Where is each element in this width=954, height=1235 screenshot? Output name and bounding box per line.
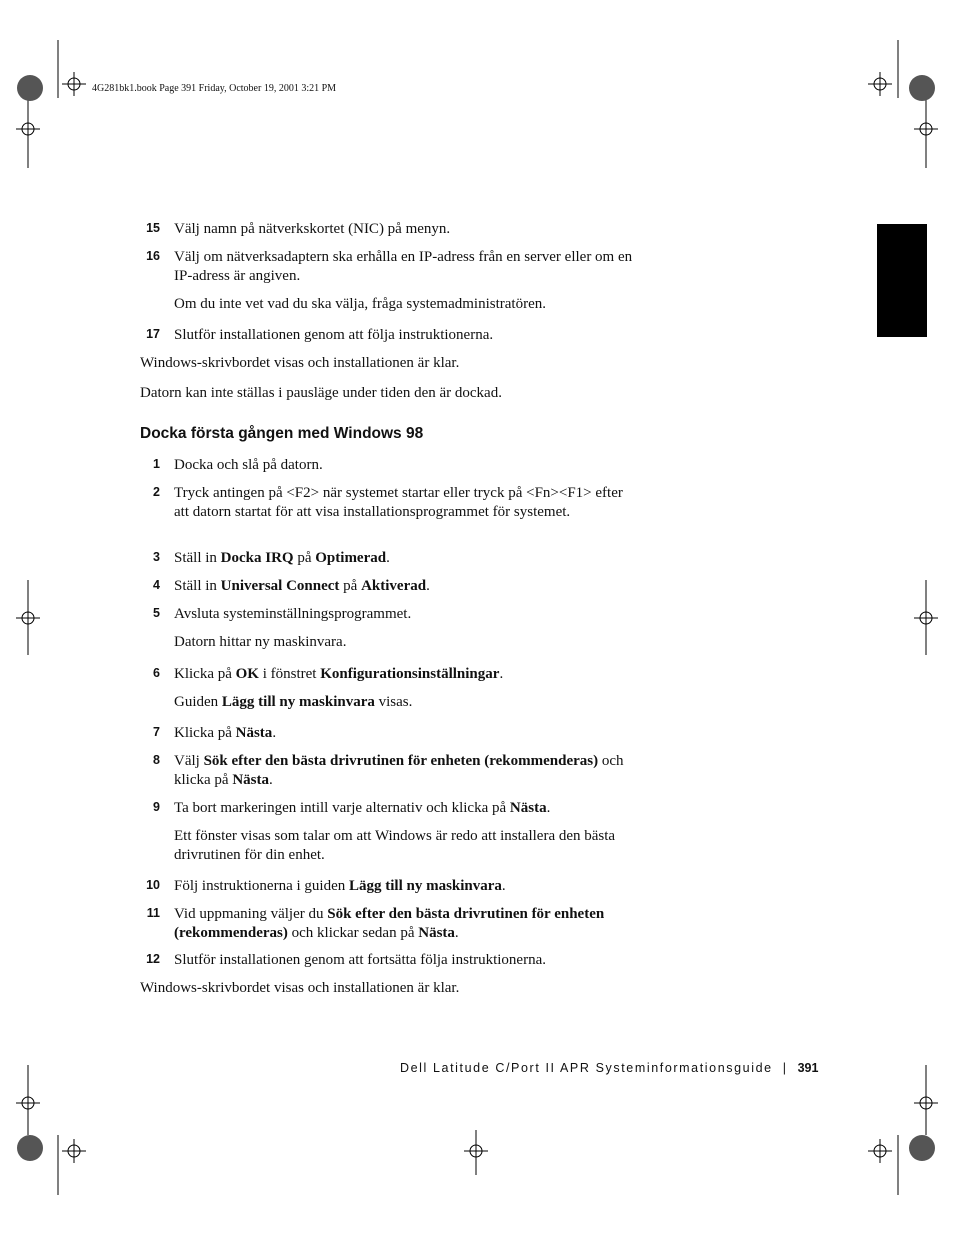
step-number: 11 — [146, 906, 160, 920]
step-number: 4 — [153, 578, 160, 592]
registration-target-icon — [909, 1135, 935, 1161]
step-number: 12 — [146, 952, 160, 966]
step-number: 1 — [153, 457, 160, 471]
paragraph: Windows-skrivbordet visas och installationen är klar. — [140, 355, 460, 371]
step-text: Klicka på OK i fönstret Konfigurationsinställningar. — [174, 666, 504, 682]
step-note: Guiden Lägg till ny maskinvara visas. — [174, 694, 413, 710]
footer-separator: | — [782, 1061, 788, 1075]
step-number: 9 — [153, 800, 160, 814]
page-footer — [400, 1061, 840, 1075]
file-info-header: 4G281bk1.book Page 391 Friday, October 19, 2001 3:21 PM — [92, 83, 337, 94]
step-number: 17 — [146, 327, 160, 341]
step-text: Slutför installationen genom att följa instruktionerna. — [174, 327, 494, 343]
registration-target-icon — [17, 1135, 43, 1161]
step-note: Om du inte vet vad du ska välja, fråga systemadministratören. — [174, 296, 546, 312]
closing-paragraph: Windows-skrivbordet visas och installationen är klar. — [140, 980, 460, 996]
paragraph: Datorn kan inte ställas i pausläge under tiden den är dockad. — [140, 385, 502, 401]
step-text: Vid uppmaning väljer du Sök efter den bästa drivrutinen för enheten (rekommenderas) och klickar sedan på Nästa. — [174, 906, 605, 941]
step-text: Ställ in Docka IRQ på Optimerad. — [174, 550, 390, 566]
step-text: Välj Sök efter den bästa drivrutinen för enheten (rekommenderas) och klicka på Nästa. — [174, 753, 624, 788]
section-heading: Docka första gången med Windows 98 — [140, 425, 424, 442]
step-text: Välj namn på nätverkskortet (NIC) på menyn. — [174, 221, 451, 237]
step-number: 5 — [153, 606, 160, 620]
step-number: 10 — [146, 878, 160, 892]
step-text: Klicka på Nästa. — [174, 725, 277, 741]
step-number: 6 — [153, 666, 160, 680]
section-tab — [877, 224, 927, 337]
registration-target-icon — [17, 75, 43, 101]
step-text: Docka och slå på datorn. — [174, 457, 323, 473]
step-text: Ställ in Universal Connect på Aktiverad. — [174, 578, 430, 594]
step-number: 2 — [153, 485, 160, 499]
step-number: 15 — [146, 221, 160, 235]
step-text: Tryck antingen på <F2> när systemet startar eller tryck på <Fn><F1> efter att datorn startat för att visa installationsprogrammet för systemet. — [174, 485, 623, 520]
step-note: Datorn hittar ny maskinvara. — [174, 634, 347, 650]
step-number: 3 — [153, 550, 160, 564]
step-text: Ta bort markeringen intill varje alternativ och klicka på Nästa. — [174, 800, 551, 816]
page-number: 391 — [797, 1061, 819, 1075]
step-number: 8 — [153, 753, 160, 767]
step-note: Ett fönster visas som talar om att Windows är redo att installera den bästa drivrutinen för din enhet. — [174, 828, 616, 863]
step-text: Följ instruktionerna i guiden Lägg till ny maskinvara. — [174, 878, 506, 894]
step-text: Välj om nätverksadaptern ska erhålla en IP-adress från en server eller om en IP-adress är angiven. — [174, 249, 633, 284]
registration-target-icon — [909, 75, 935, 101]
step-number: 16 — [146, 249, 160, 263]
step-text: Slutför installationen genom att fortsätta följa instruktionerna. — [174, 952, 546, 968]
step-text: Avsluta systeminställningsprogrammet. — [174, 606, 412, 622]
footer-title: Dell Latitude C/Port II APR Systeminformationsguide — [400, 1061, 773, 1075]
step-number: 7 — [153, 725, 160, 739]
